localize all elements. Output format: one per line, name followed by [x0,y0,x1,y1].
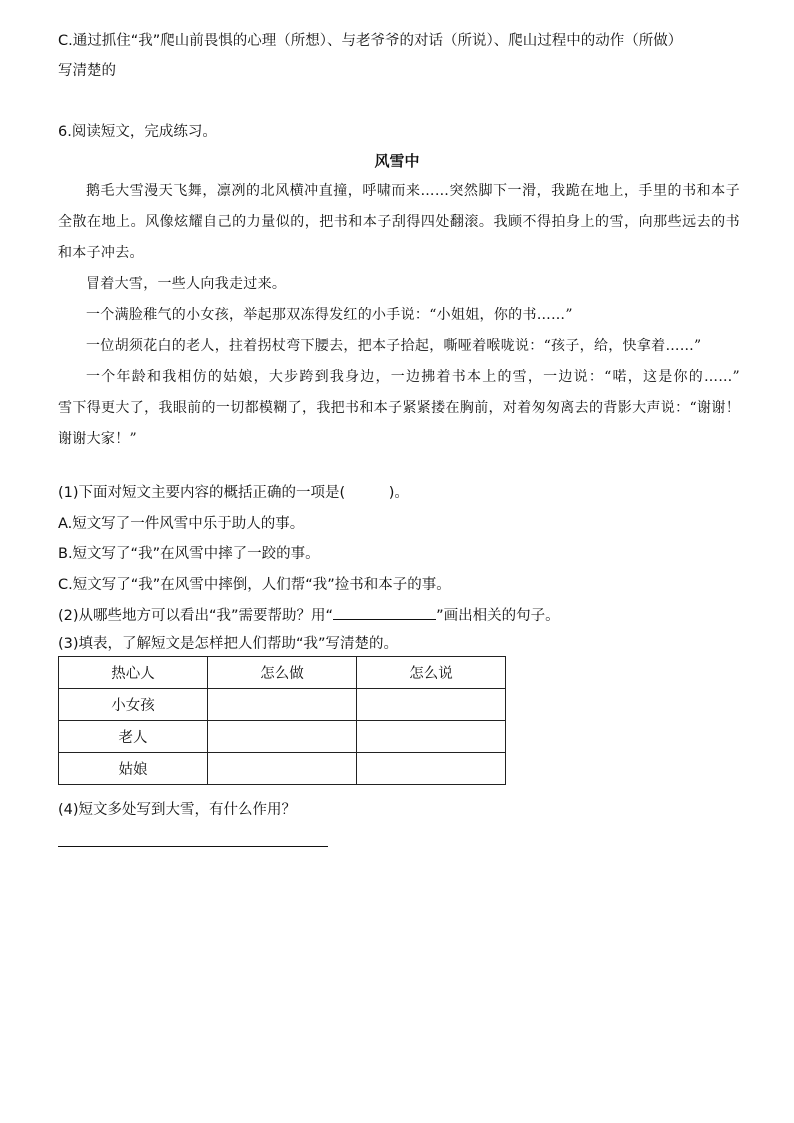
option-c-line-2: 写清楚的 [58,63,116,79]
underline-marker [333,605,436,620]
passage-title: 风雪中 [374,152,420,170]
answer-line[interactable] [58,846,328,847]
option-c-line-1: C.通过抓住“我”爬山前畏惧的心理（所想）、与老爷爷的对话（所说）、爬山过程中的动作（所做） [58,33,683,49]
table-row-label: 姑娘 [59,753,208,785]
table-header-cell: 怎么说 [357,657,506,689]
table-header-row [59,657,506,689]
answer-cell[interactable] [357,689,506,721]
question-6-heading: 6.阅读短文，完成练习。 [58,124,217,140]
answer-cell[interactable] [208,753,357,785]
table-header-cell: 热心人 [59,657,208,689]
passage-paragraph: 一位胡须花白的老人，拄着拐杖弯下腰去，把本子拾起，嘶哑着喉咙说：“孩子，给，快拿着……” [86,338,702,354]
sub-question-1-stem: (1)下面对短文主要内容的概括正确的一项是( )。 [58,485,409,501]
sub-question-4-stem: (4)短文多处写到大雪，有什么作用？ [58,802,297,818]
answer-cell[interactable] [357,721,506,753]
table-row-label: 小女孩 [59,689,208,721]
option-a[interactable]: A.短文写了一件风雪中乐于助人的事。 [58,516,305,532]
fill-in-table [58,656,506,785]
answer-cell[interactable] [208,689,357,721]
passage-paragraph: 冒着大雪，一些人向我走过来。 [86,276,287,292]
answer-cell[interactable] [357,753,506,785]
option-b[interactable]: B.短文写了“我”在风雪中摔了一跤的事。 [58,546,320,562]
sub-question-2-before: (2)从哪些地方可以看出“我”需要帮助？用“ [58,608,334,624]
passage-paragraph: 鹅毛大雪漫天飞舞，凛冽的北风横冲直撞，呼啸而来……突然脚下一滑，我跪在地上，手里的书和本子全散在地上。风像炫耀自己的力量似的，把书和本子刮得四处翻滚。我顾不得拍身上的雪，向那些远去的书和本子冲去。 [58,183,740,261]
option-c[interactable]: C.短文写了“我”在风雪中摔倒，人们帮“我”捡书和本子的事。 [58,577,451,593]
sub-question-2-after: ”画出相关的句子。 [436,608,560,624]
table-row [59,753,506,785]
passage-paragraph: 一个年龄和我相仿的姑娘，大步跨到我身边，一边拂着书本上的雪，一边说：“喏，这是你的……” 雪下得更大了，我眼前的一切都模糊了，我把书和本子紧紧搂在胸前，对着匆匆离去的背影大声说：“谢谢！谢谢大家！” [58,369,769,447]
sub-question-3-stem: (3)填表，了解短文是怎样把人们帮助“我”写清楚的。 [58,636,399,652]
table-header-cell: 怎么做 [208,657,357,689]
table-row [59,689,506,721]
passage-paragraph: 一个满脸稚气的小女孩，举起那双冻得发红的小手说：“小姐姐，你的书……” [86,307,573,323]
sub-question-2 [58,605,560,626]
answer-cell[interactable] [208,721,357,753]
table-row-label: 老人 [59,721,208,753]
table-row [59,721,506,753]
passage-body [58,176,769,455]
